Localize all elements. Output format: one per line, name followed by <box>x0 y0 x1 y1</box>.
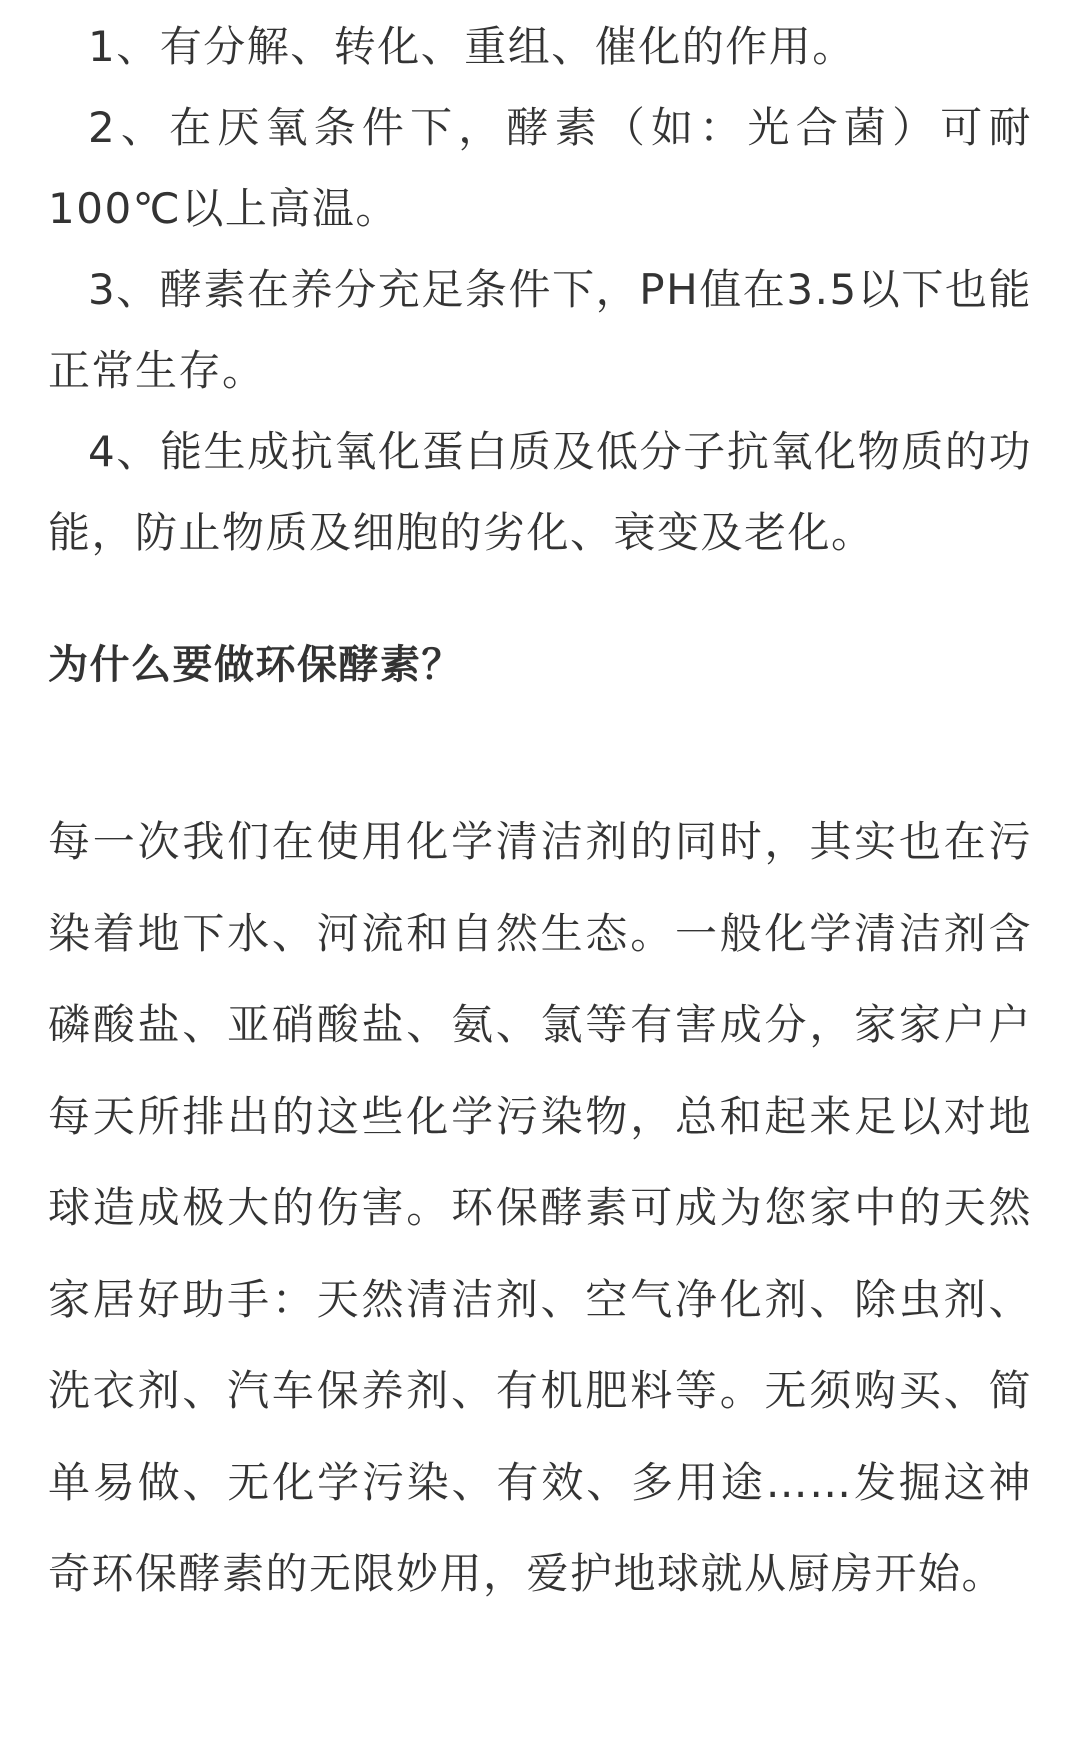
section-heading: 为什么要做环保酵素？ <box>48 642 463 688</box>
list-item-1: 1、有分解、转化、重组、催化的作用。 <box>88 22 856 71</box>
body-paragraph: 每一次我们在使用化学清洁剂的同时，其实也在污染着地下水、河流和自然生态。一般化学清洁剂含磷酸盐、亚硝酸盐、氨、氯等有害成分，家家户户每天所排出的这些化学污染物，总和起来足以对地球造成极大的伤害。环保酵素可成为您家中的天然家居好助手：天然清洁剂、空气净化剂、除虫剂、洗衣剂、汽车保养剂、有机肥料等。无须购买、简单易做、无化学污染、有效、多用途……发掘这神奇环保酵素的无限妙用，爱护地球就从厨房开始。 <box>48 817 1032 1598</box>
article-content <box>48 0 1032 1620</box>
list-item-4: 4、能生成抗氧化蛋白质及低分子抗氧化物质的功能，防止物质及细胞的劣化、衰变及老化。 <box>48 427 1032 557</box>
list-item-2: 2、在厌氧条件下，酵素（如：光合菌）可耐100℃以上高温。 <box>48 103 1032 233</box>
list-item-3: 3、酵素在养分充足条件下，PH值在3.5以下也能正常生存。 <box>48 265 1032 395</box>
